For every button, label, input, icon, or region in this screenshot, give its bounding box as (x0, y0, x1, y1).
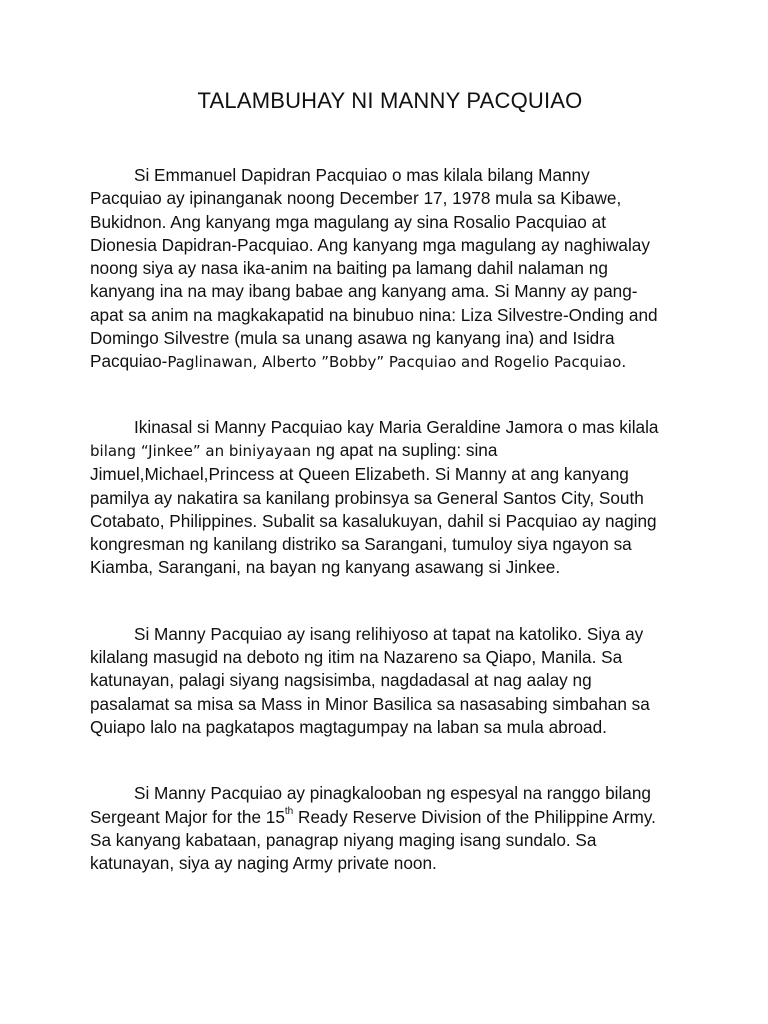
text-run-alt-font: bilang “Jinkee” an biniyayaan (90, 441, 312, 460)
paragraph-line: noong siya ay nasa ika-anim na baiting pa lamang dahil nalaman ng (90, 258, 608, 279)
paragraph-1 (90, 164, 690, 375)
text-run: Pacquiao- (90, 351, 168, 372)
paragraph-2 (90, 416, 690, 580)
paragraph-line (90, 806, 690, 829)
paragraph-3 (90, 623, 690, 739)
paragraph-line: Quiapo lalo na pagkatapos magtagumpay na laban sa mula abroad. (90, 716, 607, 737)
paragraph-line: Jimuel,Michael,Princess at Queen Elizabeth. Si Manny at ang kanyang (90, 464, 629, 485)
document-page (90, 88, 690, 875)
paragraph-line: katunayan, palagi siyang nagsisimba, nagdadasal at nag aalay ng (90, 670, 592, 691)
paragraph-line (90, 439, 690, 463)
paragraph-line (90, 350, 690, 374)
text-run: Sergeant Major for the 15 (90, 806, 285, 827)
paragraph-line: kilalang masugid na deboto ng itim na Nazareno sa Qiapo, Manila. Sa (90, 647, 623, 668)
paragraph-line: Si Manny Pacquiao ay isang relihiyoso at tapat na katoliko. Siya ay (134, 623, 644, 644)
document-title: TALAMBUHAY NI MANNY PACQUIAO (197, 88, 583, 113)
paragraph-line: Pacquiao ay ipinanganak noong December 17, 1978 mula sa Kibawe, (90, 188, 622, 209)
text-run: . (621, 351, 627, 372)
paragraph-line: Si Manny Pacquiao ay pinagkalooban ng espesyal na ranggo bilang (134, 783, 651, 804)
paragraph-line: katunayan, siya ay naging Army private noon. (90, 853, 437, 874)
paragraph-4 (90, 782, 690, 875)
text-run: ng apat na supling: sina (311, 439, 498, 460)
paragraph-line: kongresman ng kanilang distriko sa Sarangani, tumuloy siya ngayon sa (90, 534, 632, 555)
paragraph-line: Cotabato, Philippines. Subalit sa kasalukuyan, dahil si Pacquiao ay naging (90, 510, 657, 531)
paragraph-line: Sa kanyang kabataan, panagrap niyang maging isang sundalo. Sa (90, 829, 597, 850)
paragraph-line: Domingo Silvestre (mula sa unang asawa ng kanyang ina) and Isidra (90, 328, 615, 349)
paragraph-line: pamilya ay nakatira sa kanilang probinsya sa General Santos City, South (90, 487, 644, 508)
paragraph-line: Si Emmanuel Dapidran Pacquiao o mas kilala bilang Manny (134, 165, 590, 185)
paragraph-line: apat sa anim na magkakapatid na binubuo nina: Liza Silvestre-Onding and (90, 304, 658, 325)
paragraph-line: pasalamat sa misa sa Mass in Minor Basilica sa nasasabing simbahan sa (90, 693, 650, 714)
paragraph-line: Dionesia Dapidran-Pacquiao. Ang kanyang mga magulang ay naghiwalay (90, 234, 650, 255)
superscript: th (284, 805, 294, 817)
paragraph-line: kanyang ina na may ibang babae ang kanyang ama. Si Manny ay pang- (90, 281, 638, 302)
paragraph-line: Bukidnon. Ang kanyang mga magulang ay sina Rosalio Pacquiao at (90, 211, 606, 232)
paragraph-line: Ikinasal si Manny Pacquiao kay Maria Geraldine Jamora o mas kilala (134, 416, 659, 437)
text-run-alt-font: Paglinawan, Alberto ”Bobby” Pacquiao and Rogelio Pacquiao (167, 353, 622, 372)
text-run: Ready Reserve Division of the Philippine Army. (293, 806, 656, 827)
paragraph-line: Kiamba, Sarangani, na bayan ng kanyang asawang si Jinkee. (90, 557, 561, 578)
